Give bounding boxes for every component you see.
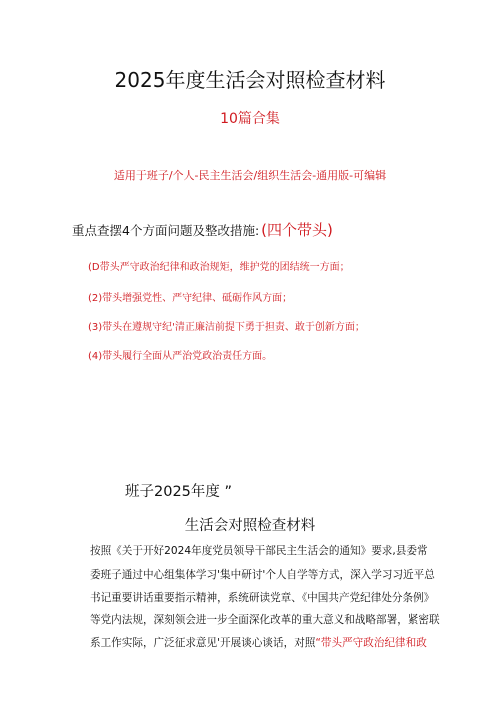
focus-heading-label: 重点查摆4个方面问题及整改措施: bbox=[72, 223, 260, 238]
focus-item-4: (4)带头履行全面从严治党政治责任方面。 bbox=[88, 351, 273, 362]
focus-item-1: (D带头严守政治纪律和政治规矩，维护党的团结统一方面； bbox=[88, 262, 350, 273]
body-paragraph-line-5-text: 系工作实际，广泛征求意见'开展谈心谈话，对照 bbox=[90, 637, 316, 649]
section-title-line-1: 班子2025年度 ” bbox=[125, 484, 233, 500]
focus-item-2: (2)带头增强党性、严守纪律、砥砺作风方面； bbox=[88, 293, 293, 304]
body-paragraph-line-2: 委班子通过中心组集体学习'集中研讨'个人自学等方式，深入学习习近平总 bbox=[90, 569, 435, 581]
body-paragraph-line-3: 书记重要讲话重要指示精神，系统研读党章、《中国共产党纪律处分条例》 bbox=[90, 592, 435, 604]
collection-subtitle: 10篇合集 bbox=[220, 111, 280, 127]
applicability-note: 适用于班子/个人-民主生活会/组织生活会-通用版-可编辑 bbox=[113, 169, 387, 182]
body-paragraph-line-5 bbox=[90, 635, 427, 650]
body-paragraph-red-quote: “带头严守政治纪律和政 bbox=[315, 637, 427, 649]
focus-heading bbox=[72, 219, 333, 240]
focus-heading-tag: (四个带头) bbox=[261, 221, 333, 239]
document-title: 2025年度生活会对照检查材料 bbox=[114, 68, 386, 92]
body-paragraph-line-1: 按照《关于开好2024年度党员领导干部民主生活会的通知》要求,县委常 bbox=[90, 545, 428, 557]
focus-item-3: (3)带头在遵规守纪'清正廉洁前提下勇于担责、敢于创新方面； bbox=[88, 322, 365, 333]
section-title-line-2: 生活会对照检查材料 bbox=[184, 518, 316, 534]
body-paragraph-line-4: 等党内法规，深刻领会进一步全面深化改革的重大意义和战略部署，紧密联 bbox=[90, 614, 440, 626]
